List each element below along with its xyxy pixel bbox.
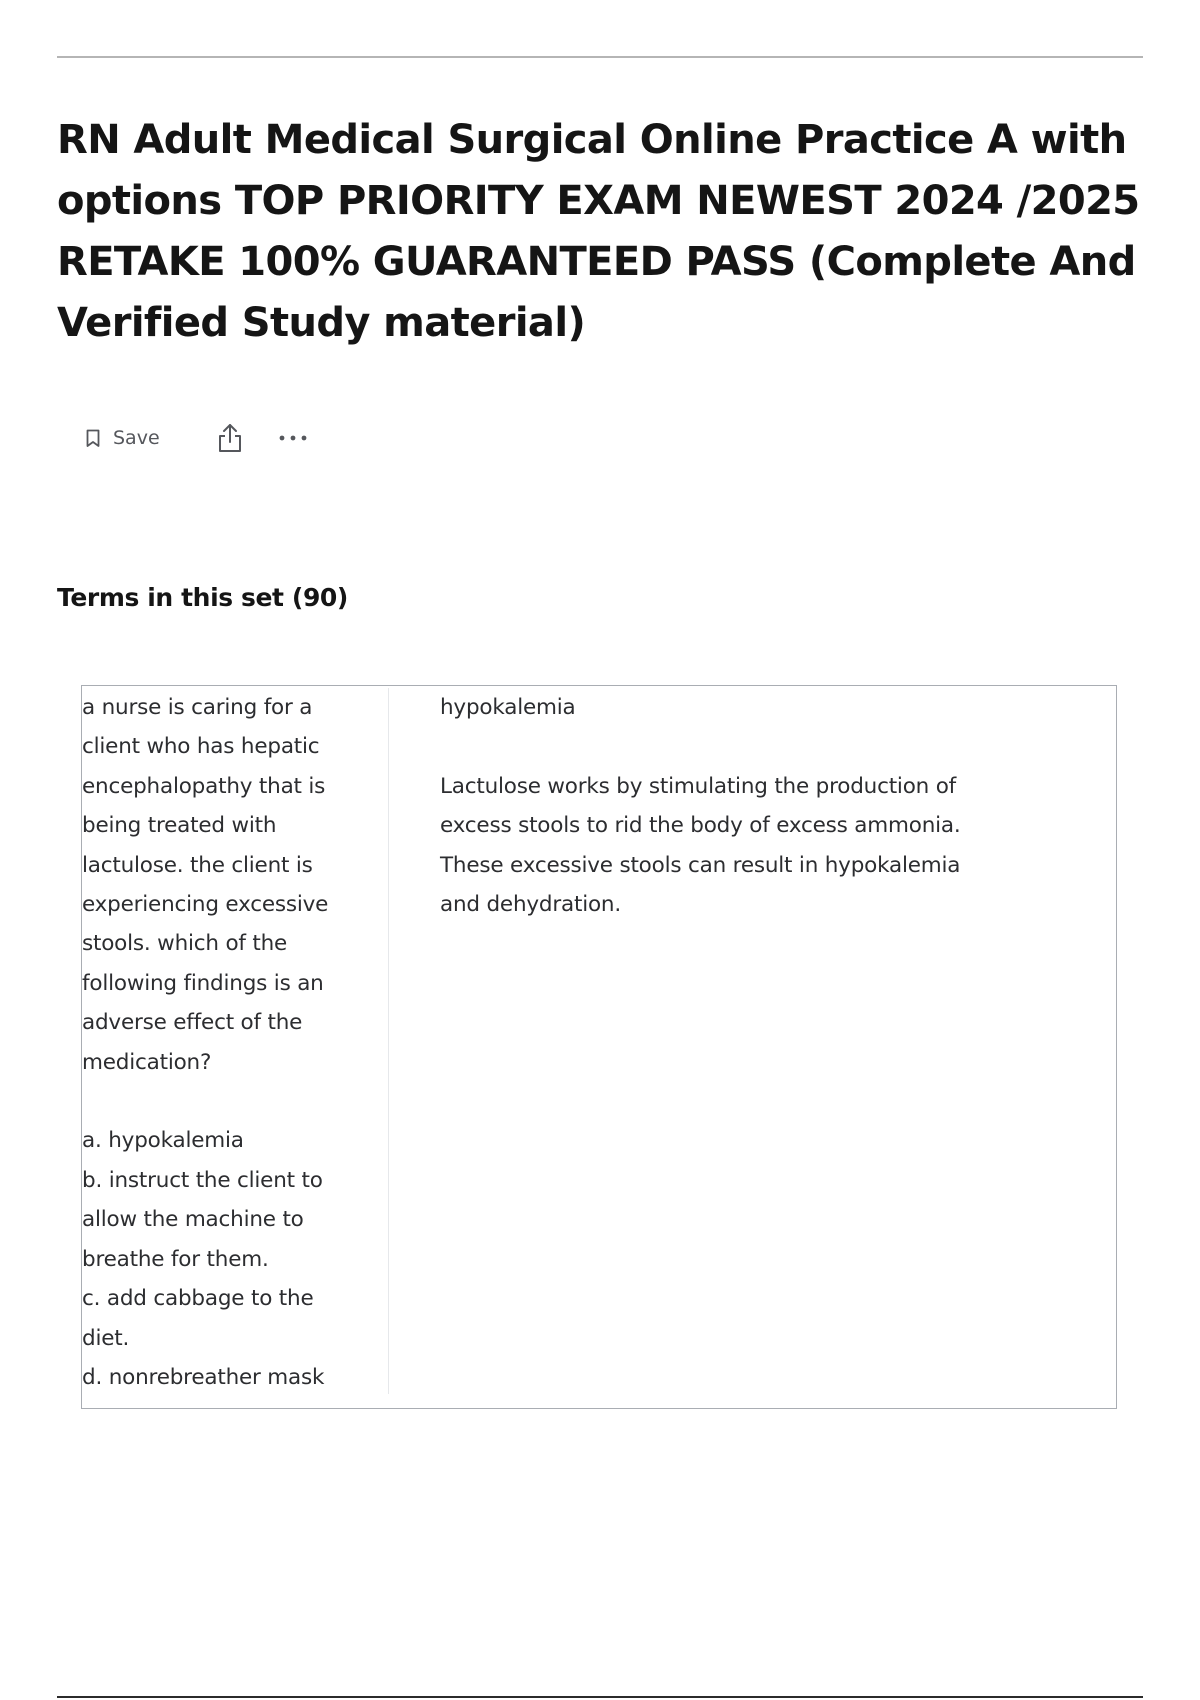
more-options-button[interactable] [278, 434, 308, 442]
top-divider [57, 56, 1143, 58]
more-horizontal-icon [278, 434, 308, 442]
share-icon [216, 422, 244, 454]
bottom-divider [57, 1696, 1143, 1698]
save-label: Save [113, 427, 160, 449]
share-button[interactable] [216, 422, 244, 454]
bookmark-icon [86, 429, 100, 448]
terms-heading: Terms in this set (90) [57, 583, 348, 612]
term-text: a nurse is caring for a client who has hepatic encephalopathy that is being treated with lactulose. the client is experiencing excessive stools. which of the following findings is an adverse effect of the medication? a. hypokalemia b. instruct the client to allow the machine to breathe for them. c. add cabbage to the diet. d. nonrebreather mask [82, 688, 389, 1394]
save-button[interactable] [86, 427, 160, 449]
action-bar [86, 418, 308, 458]
term-card[interactable] [81, 685, 1117, 1409]
page-title: RN Adult Medical Surgical Online Practice A with options TOP PRIORITY EXAM NEWEST 2024 /2025 RETAKE 100% GUARANTEED PASS (Complete And Verified Study material) [57, 117, 1140, 346]
definition-text: hypokalemia Lactulose works by stimulating the production of excess stools to rid the body of excess ammonia. These excessive stools can result in hypokalemia and dehydration. [440, 695, 961, 918]
